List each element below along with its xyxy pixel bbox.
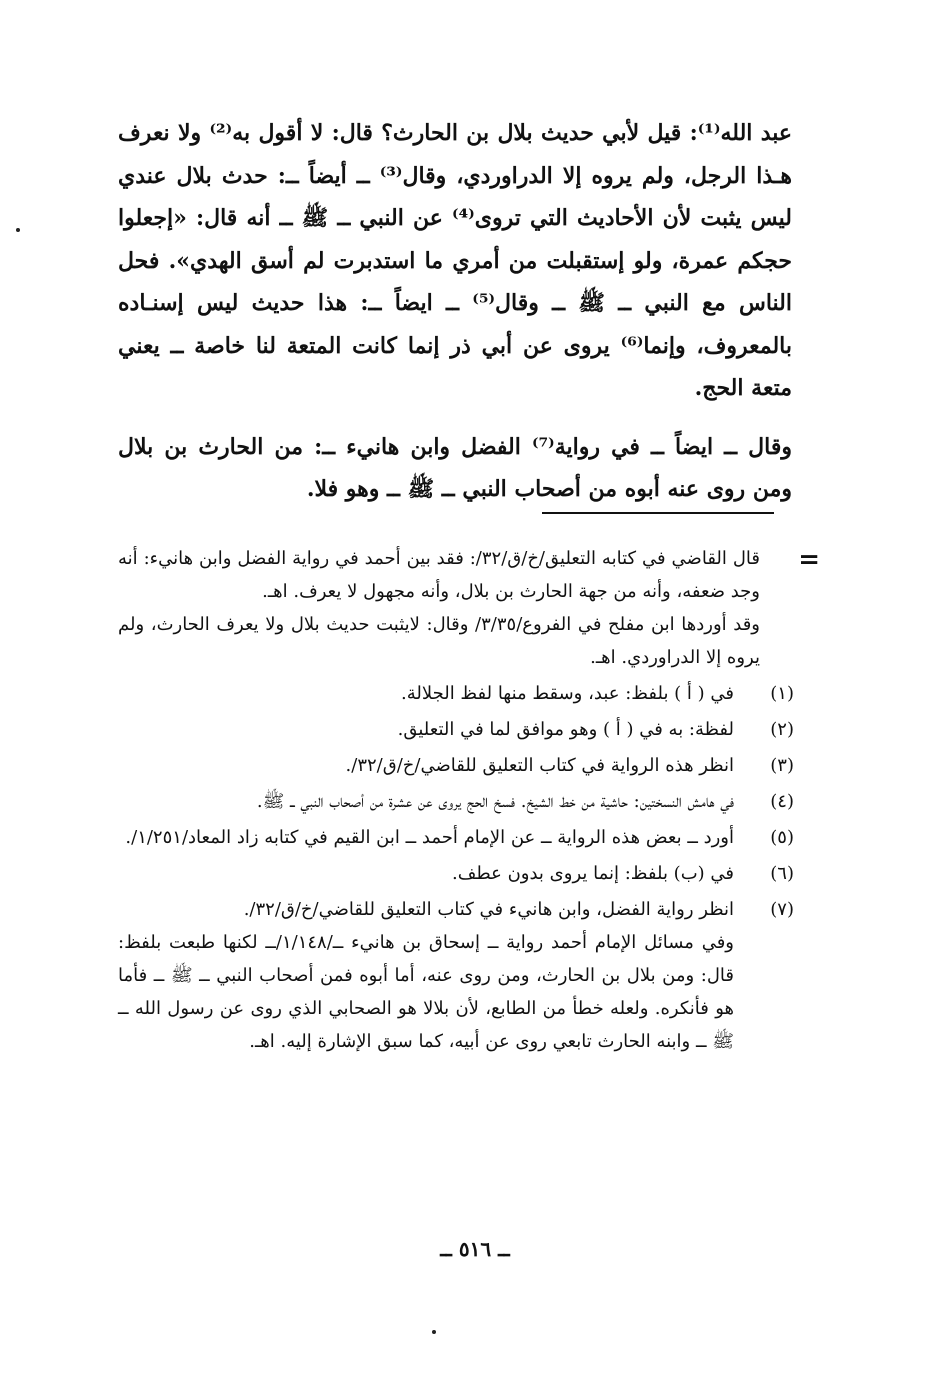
footnote-3 — [118, 749, 794, 782]
continuation-line-1: قال القاضي في كتابه التعليق/خ/ق/٣٢/: فقد بين أحمد في رواية الفضل وابن هانيء: أنه وجد ضعفه، وأنه من جهة الحارث بن بلال، وأنه مجهول لا يعرف. اهـ. — [118, 548, 761, 602]
scan-speck — [16, 228, 20, 232]
footnote-number: (٣) — [770, 755, 794, 776]
main-paragraph-2: وقال ــ ايضاً ــ في رواية⁽⁷⁾ الفضل وابن هانيء ــ: من الحارث بن بلال ومن روى عنه أبوه من أصحاب النبي ــ ﷺ ــ وهو فلا. — [118, 433, 792, 502]
footnote-7 — [118, 893, 794, 926]
page-number: ــ ٥١٦ ــ — [440, 1237, 510, 1261]
footnote-text: في ( أ ) بلفظ: عبد، وسقط منها لفظ الجلالة. — [401, 683, 734, 704]
footnote-text: في (ب) بلفظ: إنما يروى بدون عطف. — [451, 863, 734, 884]
footnote-5 — [118, 821, 794, 854]
continuation-line-2: وقد أوردها ابن مفلح في الفروع/٣/٣٥/ وقال: لايثبت حديث بلال ولا يعرف الحارث، ولم يروه إلا الدراوردي. اهـ. — [118, 614, 760, 668]
footnote-number: (٧) — [770, 899, 794, 920]
continuation-mark: = — [798, 545, 820, 575]
footnote-number: (٥) — [770, 827, 794, 848]
footnote-separator — [542, 512, 774, 514]
footnote-text: أورد ــ بعض هذه الرواية ــ عن الإمام أحمد ــ ابن القيم في كتابه زاد المعاد/١/٢٥١/. — [125, 827, 734, 848]
footnote-continuation — [118, 542, 820, 674]
footnote-2 — [118, 713, 794, 746]
footnote-text: انظر هذه الرواية في كتاب التعليق للقاضي/خ/ق/٣٢/. — [345, 755, 734, 776]
footnote-7-continuation: وفي مسائل الإمام أحمد رواية ــ إسحاق بن هانيء ــ/١/١٤٨/ــ لكنها طبعت بلفظ: قال: ومن بلال بن الحارث، ومن روى عنه، أما أبوه فمن أصحاب النبي ــ ﷺ ــ فأما هو فأنكره. ولعله خطأ من الطابع، لأن بلالا هو الصحابي الذي روى عن رسول الله ــ ﷺ ــ وابنه الحارث تابعي روى عن أبيه، كما سبق الإشارة إليه. اهـ. — [118, 932, 734, 1052]
footnote-6 — [118, 857, 794, 890]
main-paragraph-1: عبد الله⁽¹⁾: قيل لأبي حديث بلال بن الحارث؟ قال: لا أقول به⁽²⁾ ولا نعرف هـذا الرجل، ولم يروه إلا الدراوردي، وقال⁽³⁾ ــ أيضاً ــ: حدث بلال عندي ليس يثبت لأن الأحاديث التي تروى⁽⁴⁾ عن النبي ــ ﷺ ــ أنه قال: «إجعلوا حجكم عمرة، ولو إستقبلت من أمري ما استدبرت لم أسق الهدي». فحل الناس مع النبي ــ ﷺ ــ وقال⁽⁵⁾ ــ ايضاً ــ: هذا حديث ليس إسنـاده بالمعروف، وإنما⁽⁶⁾ يروى عن أبي ذر إنما كانت المتعة لنا خاصة ــ يعني متعة الحج. — [118, 120, 793, 401]
footnote-number: (٢) — [770, 719, 794, 740]
main-text — [118, 112, 792, 511]
footnote-number: (٤) — [770, 791, 794, 812]
scan-speck — [432, 1330, 436, 1334]
footnote-text: لفظة: به في ( أ ) وهو موافق لما في التعليق. — [397, 719, 734, 740]
footnote-number: (١) — [770, 683, 794, 704]
footnote-text: انظر رواية الفضل، وابن هانيء في كتاب التعليق للقاضي/خ/ق/٣٢/. — [243, 899, 734, 920]
footnote-1 — [118, 677, 794, 710]
footnote-number: (٦) — [770, 863, 794, 884]
footnote-4 — [118, 785, 794, 818]
footnote-text: في هامش النسختين: حاشية من خط الشيخ. فسخ الحج يروى عن عشرة من أصحاب النبي ــ ﷺ. — [256, 791, 734, 812]
footnotes — [118, 542, 820, 1058]
